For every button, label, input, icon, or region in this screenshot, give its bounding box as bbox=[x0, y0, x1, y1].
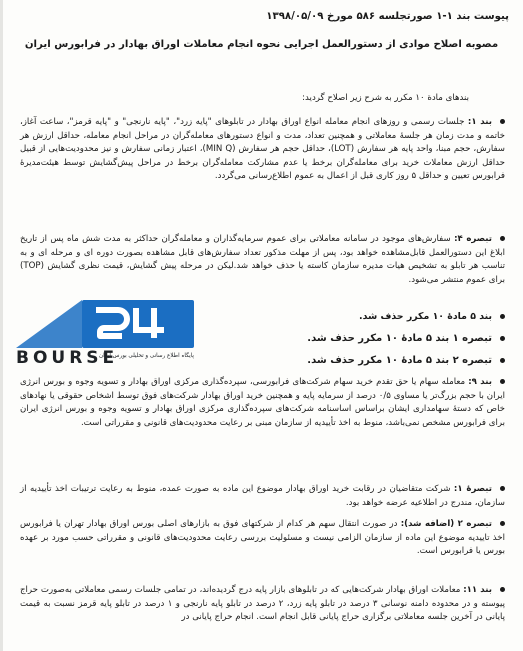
section-text: سفارش‌های موجود در سامانه معاملاتی برای عموم سرمایه‌گذاران و معامله‌گران حداکثر به مدت شش ماه پس از تاریخ ابلاغ این دستورالعمل قابل‌مشاهده خواهد بود، پس از مهلت مذکور تعداد سفارش‌های قابل مشاهده بصورت دوره ای و مرحله ای و به تناسب هر تابلو به تشخیص هیات مدیره سازمان کاسته یا حذف خواهد شد.لیکن در مرحله پیش گشایش، قیمت نظری گشایش (TOP) برای عموم منتشر می‌شود. bbox=[20, 234, 505, 285]
section-band-9 bbox=[20, 376, 505, 430]
logo-tagline: پایگاه اطلاع رسانی و تحلیلی بورس ایران bbox=[99, 353, 194, 359]
section-text: شرکت متقاضیان در رقابت خرید اوراق بهادار موضوع این ماده به صورت عمده، منوط به رعایت ترتیبات اخذ تأییدیه از سازمان، مندرج در اطلاعیه عرضه خواهد بود. bbox=[20, 484, 505, 508]
section-note-1 bbox=[20, 483, 505, 510]
bullet-icon bbox=[500, 358, 505, 363]
bullet-icon bbox=[500, 521, 505, 526]
bullet-icon bbox=[500, 336, 505, 341]
section-label: تبصره ۴: bbox=[454, 234, 492, 244]
document-title: مصوبه اصلاح موادی از دستورالعمل اجرایی نحوه انجام معاملات اوراق بهادار در فرابورس ایران bbox=[24, 39, 499, 50]
section-note-2-added bbox=[20, 518, 505, 559]
page-fold-shadow bbox=[0, 0, 3, 651]
section-text: در صورت انتقال سهم هر کدام از شرکتهای فوق به بازارهای اصلی بورس اوراق بهادار تهران یا فرابورس اخذ تاییدیه موضوع این ماده از سازمان الزامی نیست و مسئولیت بررسی رعایت محدودیت‌های قانونی و مقرراتی حسب مورد بر عهده بورس یا فرابورس است. bbox=[20, 519, 505, 556]
section-label: بند ۱: bbox=[467, 117, 492, 127]
section-text: بند ۵ مادهٔ ۱۰ مکرر حذف شد. bbox=[359, 311, 492, 322]
section-label: بند ۱۱: bbox=[463, 585, 492, 595]
logo-wordmark: BOURSE bbox=[16, 348, 119, 368]
section-text: تبصره ۲ بند ۵ مادهٔ ۱۰ مکرر حذف شد. bbox=[307, 355, 492, 366]
bullet-icon bbox=[500, 236, 505, 241]
section-label: تبصره ۲ (اضافه شد): bbox=[400, 519, 492, 529]
section-note-4 bbox=[20, 233, 505, 287]
bullet-icon bbox=[500, 486, 505, 491]
intro-line: بندهای مادة ۱۰ مکرر به شرح زیر اصلاح گردید: bbox=[302, 93, 469, 103]
section-text: جلسات رسمی و روزهای انجام معامله انواع اوراق بهادار در تابلوهای "پایه زرد"، "پایه نارنجی" و "پایه قرمز"، ساعت آغاز، خاتمه و مدت زمان هر جلسهٔ معاملاتی و همچنین تعداد، مدت و انواع دستورهای معامله‌گران در مراحل انجام معامله، حداقل ارزش هر سفارش، حجم مبنا، واحد پایه هر سفارش (LOT)، حداقل حجم هر سفارش (MIN Q)، اعتبار زمانی سفارش و نیز محدودیت‌هایی از قبیل حداقل ارزش معاملات خرید برای معامله‌گران برخط یا عدم مشارکت معامله‌گران برخط در مراحل پیش‌گشایش توسط هیئت‌مدیرهٔ فرابورس تعیین و حداقل ۵ روز کاری قبل از اعمال به عموم اطلاع‌رسانی می‌گردد. bbox=[20, 117, 506, 181]
section-text: تبصره ۱ بند ۵ مادهٔ ۱۰ مکرر حذف شد. bbox=[307, 333, 492, 344]
section-label: بند ۹: bbox=[468, 377, 492, 387]
bullet-icon bbox=[500, 314, 505, 319]
section-band-1 bbox=[20, 116, 505, 184]
section-band-11 bbox=[20, 584, 505, 625]
logo-24-mark-icon bbox=[10, 298, 196, 350]
bullet-icon bbox=[500, 587, 505, 592]
bullet-icon bbox=[500, 379, 505, 384]
section-label: تبصرهٔ ۱: bbox=[453, 484, 492, 494]
document-header: پیوست بند ۱-۱ صورتجلسه ۵۸۶ مورخ ۱۳۹۸/۰۵/۰۹ bbox=[266, 11, 509, 22]
bourse24-logo bbox=[10, 298, 196, 384]
bullet-icon bbox=[500, 119, 505, 124]
section-text: معاملات اوراق بهادار شرکت‌هایی که در تابلوهای بازار پایه درج گردیده‌اند، در تمامی جلسات رسمی معاملاتی به‌صورت حراج پیوسته و در محدوده دامنه نوسانی ۳ درصد در تابلو پایه زرد، ۲ درصد در تابلو پایه نارنجی و ۱ درصد در تابلو پایه قرمز نسبت به قیمت پایانی در آخرین جلسه معاملاتی برگزاری حراج پایانی قابل انجام است. انجام حراج پایانی در bbox=[20, 585, 505, 622]
section-text: معامله سهام یا حق تقدم خرید سهام شرکت‌های فرابورسی، سپرده‌گذاری مرکزی اوراق بهادار و تسویه وجوه و بورس انرژی ایران با حجم بزرگ‌تر یا مساوی ۰/۵ درصد از سرمایه پایه و همچنین خرید اوراق بهادار شرکت‌های فوق توسط اشخاص حقوقی یا نهادهای خاص که دستهٔ سهامداری ایشان براساس اساسنامه شرکت‌های سپرده‌گذاری مرکزی اوراق بهادار و تسویه وجوه و بورس انرژی ایران برای فرابورس مشخص نمی‌باشد، منوط به اخذ تأییدیه از سازمان مبنی بر رعایت محدودیت‌های قانونی و مقرراتی است. bbox=[20, 377, 505, 428]
